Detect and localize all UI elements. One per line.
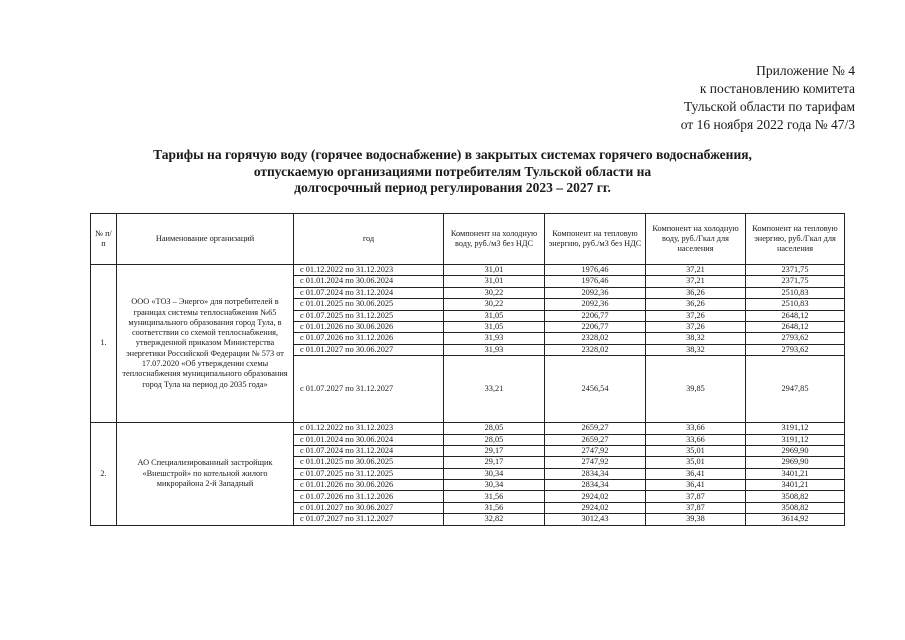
heat-energy-value: 2747,92: [545, 445, 646, 456]
cold-water-population-value: 36,41: [646, 480, 746, 491]
header-org: Наименование организаций: [117, 214, 294, 265]
heat-energy-population-value: 2648,12: [746, 321, 845, 332]
table-header-row: [91, 214, 845, 265]
org-name: ООО «ТОЗ – Энерго» для потребителей в границах системы теплоснабжения №65 муниципального образования город Тула, в соответствии со схемой теплоснабжения, утвержденной приказом Министерства энергетики Российской Федерации № 573 от 17.07.2020 «Об утверждении схемы теплоснабжения муниципального образования город Тула на период до 2035 года»: [117, 265, 294, 423]
heat-energy-value: 2092,36: [545, 287, 646, 298]
heat-energy-population-value: 2969,90: [746, 445, 845, 456]
cold-water-value: 31,93: [444, 344, 545, 355]
period-cell: с 01.01.2025 по 30.06.2025: [294, 299, 444, 310]
period-cell: с 01.07.2025 по 31.12.2025: [294, 468, 444, 479]
heat-energy-value: 2659,27: [545, 434, 646, 445]
cold-water-value: 31,05: [444, 321, 545, 332]
heat-energy-value: 1976,46: [545, 265, 646, 276]
cold-water-population-value: 35,01: [646, 445, 746, 456]
table-row: [91, 423, 845, 434]
header-cold-pop: Компонент на холодную воду, руб./Гкал для населения: [646, 214, 746, 265]
cold-water-population-value: 37,26: [646, 321, 746, 332]
header-num: № п/п: [91, 214, 117, 265]
cold-water-value: 30,22: [444, 299, 545, 310]
cold-water-value: 32,82: [444, 514, 545, 525]
cold-water-population-value: 36,41: [646, 468, 746, 479]
period-cell: с 01.07.2027 по 31.12.2027: [294, 514, 444, 525]
period-cell: с 01.07.2027 по 31.12.2027: [294, 356, 444, 423]
heat-energy-population-value: 3401,21: [746, 468, 845, 479]
cold-water-population-value: 38,32: [646, 344, 746, 355]
cold-water-population-value: 38,32: [646, 333, 746, 344]
cold-water-population-value: 36,26: [646, 299, 746, 310]
appendix-line: Приложение № 4: [756, 63, 855, 78]
period-cell: с 01.01.2027 по 30.06.2027: [294, 502, 444, 513]
heat-energy-population-value: 3508,82: [746, 502, 845, 513]
appendix-line: от 16 ноября 2022 года № 47/3: [680, 117, 855, 132]
cold-water-value: 31,01: [444, 276, 545, 287]
cold-water-value: 30,34: [444, 480, 545, 491]
heat-energy-value: 2834,34: [545, 480, 646, 491]
header-cold: Компонент на холодную воду, руб./м3 без НДС: [444, 214, 545, 265]
cold-water-population-value: 37,21: [646, 265, 746, 276]
table-row: [91, 265, 845, 276]
org-name: АО Специализированный застройщик «Внешстрой» по котельной жилого микрорайона 2-й Западный: [117, 423, 294, 526]
cold-water-value: 30,34: [444, 468, 545, 479]
period-cell: с 01.01.2024 по 30.06.2024: [294, 434, 444, 445]
cold-water-population-value: 37,87: [646, 502, 746, 513]
period-cell: с 01.12.2022 по 31.12.2023: [294, 265, 444, 276]
heat-energy-population-value: 2371,75: [746, 276, 845, 287]
cold-water-population-value: 37,26: [646, 310, 746, 321]
cold-water-value: 31,93: [444, 333, 545, 344]
heat-energy-value: 2328,02: [545, 344, 646, 355]
heat-energy-value: 3012,43: [545, 514, 646, 525]
heat-energy-value: 2924,02: [545, 502, 646, 513]
heat-energy-population-value: 3191,12: [746, 423, 845, 434]
cold-water-value: 28,05: [444, 434, 545, 445]
period-cell: с 01.01.2025 по 30.06.2025: [294, 457, 444, 468]
appendix-line: Тульской области по тарифам: [683, 99, 855, 114]
heat-energy-population-value: 2510,83: [746, 287, 845, 298]
heat-energy-value: 2659,27: [545, 423, 646, 434]
cold-water-value: 31,01: [444, 265, 545, 276]
header-year: год: [294, 214, 444, 265]
period-cell: с 01.01.2026 по 30.06.2026: [294, 321, 444, 332]
heat-energy-population-value: 2793,62: [746, 344, 845, 355]
heat-energy-population-value: 2969,90: [746, 457, 845, 468]
heat-energy-value: 2834,34: [545, 468, 646, 479]
title-line: отпускаемую организациями потребителям Тульской области на: [253, 163, 652, 179]
org-number: 2.: [91, 423, 117, 526]
heat-energy-value: 1976,46: [545, 276, 646, 287]
heat-energy-population-value: 2510,83: [746, 299, 845, 310]
period-cell: с 01.12.2022 по 31.12.2023: [294, 423, 444, 434]
period-cell: с 01.07.2026 по 31.12.2026: [294, 333, 444, 344]
heat-energy-value: 2456,54: [545, 356, 646, 423]
heat-energy-value: 2924,02: [545, 491, 646, 502]
title-line: Тарифы на горячую воду (горячее водоснабжение) в закрытых системах горячего водоснабжения,: [153, 147, 752, 162]
heat-energy-population-value: 3508,82: [746, 491, 845, 502]
cold-water-value: 28,05: [444, 423, 545, 434]
heat-energy-population-value: 2648,12: [746, 310, 845, 321]
title-line: долгосрочный период регулирования 2023 – 2027 гг.: [294, 180, 611, 195]
appendix-line: к постановлению комитета: [699, 81, 855, 96]
header-heat-pop: Компонент на тепловую энергию, руб./Гкал для населения: [746, 214, 845, 265]
cold-water-population-value: 35,01: [646, 457, 746, 468]
period-cell: с 01.07.2024 по 31.12.2024: [294, 287, 444, 298]
period-cell: с 01.07.2025 по 31.12.2025: [294, 310, 444, 321]
heat-energy-value: 2328,02: [545, 333, 646, 344]
cold-water-value: 29,17: [444, 445, 545, 456]
cold-water-value: 31,56: [444, 491, 545, 502]
heat-energy-population-value: 3401,21: [746, 480, 845, 491]
heat-energy-value: 2092,36: [545, 299, 646, 310]
cold-water-population-value: 39,38: [646, 514, 746, 525]
cold-water-population-value: 39,85: [646, 356, 746, 423]
tariffs-table: [90, 213, 845, 526]
appendix-header: [595, 62, 855, 134]
heat-energy-value: 2747,92: [545, 457, 646, 468]
cold-water-population-value: 33,66: [646, 434, 746, 445]
cold-water-value: 31,56: [444, 502, 545, 513]
cold-water-population-value: 33,66: [646, 423, 746, 434]
period-cell: с 01.01.2027 по 30.06.2027: [294, 344, 444, 355]
table-body: [91, 265, 845, 526]
cold-water-value: 29,17: [444, 457, 545, 468]
cold-water-value: 31,05: [444, 310, 545, 321]
heat-energy-population-value: 2371,75: [746, 265, 845, 276]
cold-water-value: 33,21: [444, 356, 545, 423]
heat-energy-population-value: 2947,85: [746, 356, 845, 423]
cold-water-population-value: 37,21: [646, 276, 746, 287]
period-cell: с 01.07.2026 по 31.12.2026: [294, 491, 444, 502]
heat-energy-population-value: 2793,62: [746, 333, 845, 344]
heat-energy-value: 2206,77: [545, 310, 646, 321]
heat-energy-value: 2206,77: [545, 321, 646, 332]
cold-water-value: 30,22: [444, 287, 545, 298]
cold-water-population-value: 37,87: [646, 491, 746, 502]
heat-energy-population-value: 3191,12: [746, 434, 845, 445]
org-number: 1.: [91, 265, 117, 423]
cold-water-population-value: 36,26: [646, 287, 746, 298]
header-heat: Компонент на тепловую энергию, руб./м3 без НДС: [545, 214, 646, 265]
document-title: [120, 147, 785, 197]
period-cell: с 01.07.2024 по 31.12.2024: [294, 445, 444, 456]
heat-energy-population-value: 3614,92: [746, 514, 845, 525]
period-cell: с 01.01.2026 по 30.06.2026: [294, 480, 444, 491]
period-cell: с 01.01.2024 по 30.06.2024: [294, 276, 444, 287]
